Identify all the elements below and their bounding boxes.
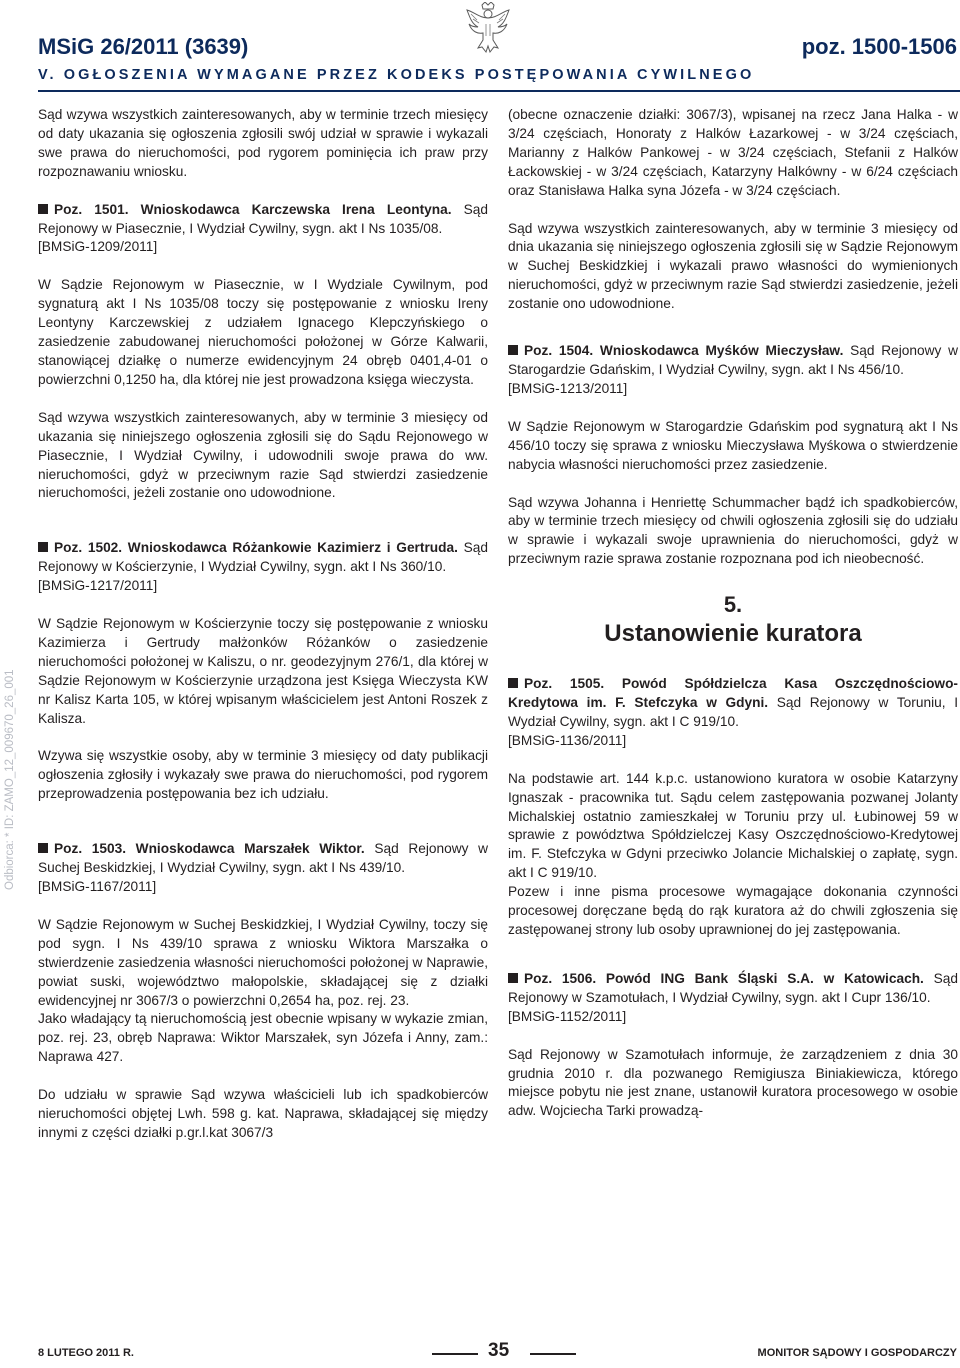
entry-1503-heading: Poz. 1503. Wnioskodawca Marszałek Wiktor. bbox=[54, 841, 365, 857]
bullet-square-icon bbox=[38, 843, 48, 853]
entry-1501-court: Sąd Rejonowy w Piasecznie, I Wydział Cywilny, sygn. akt I Ns 1035/08. bbox=[38, 201, 488, 236]
bullet-square-icon bbox=[508, 973, 518, 983]
entry-1504-summons: Sąd wzywa Johanna i Henriettę Schummacher bądź ich spadkobierców, aby w terminie trzech miesięcy od chwili ogłoszenia zgłosili się do udziału w sprawie i wykazali swoje uprawnienia do nieruchomości, gdyż w przeciwnym razie sprawa zostanie rozpoznana pod ich nieobecność. bbox=[508, 494, 958, 567]
recipient-id-watermark: Odbiorca: * ID: ZAMO_12_009670_26_001 bbox=[4, 669, 16, 890]
right-column bbox=[508, 106, 958, 1121]
entry-1506-court: Sąd Rejonowy w Szamotułach, I Wydział Cywilny, sygn. akt I Cupr 136/10. bbox=[508, 970, 958, 1005]
entry-1506-heading: Poz. 1506. Powód ING Bank Śląski S.A. w Katowicach. bbox=[524, 970, 924, 986]
intro-paragraph: Sąd wzywa wszystkich zainteresowanych, aby w terminie trzech miesięcy od daty ukazania się ogłoszenia zgłosili swój udział w sprawie i wykazali swe prawa do nieruchomości, pod rygorem pominięcia ich praw przy rozpoznawaniu wniosku. bbox=[38, 107, 488, 179]
bullet-square-icon bbox=[38, 542, 48, 552]
entry-1505-court: Sąd Rejonowy w Toruniu, I Wydział Cywilny, sygn. akt I C 919/10. bbox=[508, 695, 958, 729]
entry-1502-court: Sąd Rejonowy w Kościerzynie, I Wydział Cywilny, sygn. akt I Ns 360/10. bbox=[38, 540, 488, 575]
entry-1505-heading: Poz. 1505. Powód Spółdzielcza Kasa Oszczędnościowo-Kredytowa im. F. Stefczyka w Gdyni. bbox=[508, 676, 958, 711]
entry-1506 bbox=[508, 970, 958, 1027]
entry-1501-heading: Poz. 1501. Wnioskodawca Karczewska Irena Leontyna. bbox=[54, 201, 452, 217]
header-divider bbox=[38, 90, 960, 92]
section-number: 5. bbox=[723, 592, 743, 618]
entry-1505-notice: Pozew i inne pisma procesowe wymagające dokonania czynności procesowej doręczane będą do rąk kuratora aż do chwili zgłoszenia się zastępowanej strony lub osoby uprawnionej do jej zastępowania. bbox=[508, 884, 958, 937]
entry-1502-summons: Wzywa się wszystkie osoby, aby w terminie 3 miesięcy od daty publikacji ogłoszenia zgłosiły i wykazały swe prawa do nieruchomości, pod rygorem przeprowadzenia postępowania bez ich udziału. bbox=[38, 748, 488, 802]
issue-date: 8 LUTEGO 2011 R. bbox=[38, 1347, 134, 1359]
entry-1501-ref: [BMSiG-1209/2011] bbox=[38, 239, 158, 255]
bullet-square-icon bbox=[38, 204, 48, 214]
entry-1503-summons: Do udziału w sprawie Sąd wzywa właścicieli lub ich spadkobierców nieruchomości objętej Lwh. 598 g. kat. Naprawa, składającej się między innymi z części działki p.gr.l.kat 3067/3 bbox=[38, 1087, 488, 1140]
polish-eagle-emblem-icon bbox=[466, 2, 510, 54]
page-positions-range: poz. 1500-1506 bbox=[801, 34, 957, 59]
bullet-square-icon bbox=[508, 345, 518, 355]
page-number-rule-left bbox=[432, 1353, 478, 1355]
entry-1503-body: W Sądzie Rejonowym w Suchej Beskidzkiej, I Wydział Cywilny, toczy się pod sygn. I Ns 439/10 sprawa z wniosku Wiktora Marszałka o stwierdzenie zasiedzenia własności nieruchomości położonej w Naprawie, powiat suski, województwo małopolskie, składającej się z działki ewidencyjnej nr 3067/3 o powierzchni 0,2654 ha, poz. rej. 23. bbox=[38, 916, 488, 1008]
entry-1502-ref: [BMSiG-1217/2011] bbox=[38, 578, 158, 594]
entry-1503-header bbox=[38, 840, 488, 878]
entry-1506-ref: [BMSiG-1152/2011] bbox=[508, 1008, 627, 1024]
entry-1503-ref: [BMSiG-1167/2011] bbox=[38, 879, 157, 894]
entry-1506-header bbox=[508, 970, 958, 1008]
entry-1501-header bbox=[38, 201, 488, 239]
entry-1502-heading: Poz. 1502. Wnioskodawca Różankowie Kazimierz i Gertruda. bbox=[54, 540, 458, 556]
entry-1505-body: Na podstawie art. 144 k.p.c. ustanowiono kuratora w osobie Katarzyny Ignaszak - pracownika tut. Sądu celem zastępowania pozwanej Jolanty Michalskiej ostatnio zamieszkałej w Toruniu przy ul. Łubinowej 59 w sprawie z powództwa Spółdzielczej Kasy Oszczędnościowo-Kredytowej im. F. Stefczyka w Gdyni przeciwko Jolancie Michalskiej o zapłatę, sygn. akt I C 919/10. bbox=[508, 770, 958, 881]
left-column bbox=[38, 106, 488, 1143]
entry-1504-header bbox=[508, 342, 958, 380]
bullet-square-icon bbox=[508, 678, 518, 688]
page-number: 35 bbox=[488, 1340, 510, 1361]
page-number-rule-right bbox=[530, 1353, 576, 1355]
section-heading: V. OGŁOSZENIA WYMAGANE PRZEZ KODEKS POSTĘPOWANIA CYWILNEGO bbox=[38, 67, 755, 83]
entry-1505 bbox=[508, 675, 958, 751]
entry-1504-body: W Sądzie Rejonowym w Starogardzie Gdańskim pod sygnaturą akt I Ns 456/10 toczy się sprawa z wniosku Mieczysława Myśkowa o stwierdzenie nabycia własności nieruchomości przez zasiedzenie. bbox=[508, 418, 958, 472]
entry-1503-call: Sąd wzywa wszystkich zainteresowanych, aby w terminie 3 miesięcy od dnia ukazania się niniejszego ogłoszenia zgłosili się w Sądzie Rejonowym w Suchej Beskidzkiej i wykazali prawo własności do wymienionych nieruchomości, gdyż w przeciwnym razie Sąd stwierdzi zasiedzenie, jeżeli zostanie ono udowodnione. bbox=[508, 220, 958, 312]
entry-1504-ref: [BMSiG-1213/2011] bbox=[508, 380, 628, 396]
entry-1501-summons: Sąd wzywa wszystkich zainteresowanych, aby w terminie 3 miesięcy od ukazania się niniejszego ogłoszenia zgłosili się do Sądu Rejonowego w Piasecznie, I Wydział Cywilny, i udowodnili swoje prawa do ww. nieruchomości, gdyż w przeciwnym razie Sąd stwierdzi zasiedzenie nieruchomości, jeżeli zostanie ono udowodnione. bbox=[38, 409, 488, 501]
entry-1505-ref: [BMSiG-1136/2011] bbox=[508, 732, 627, 748]
entry-1503 bbox=[38, 840, 488, 897]
entry-1501-body: W Sądzie Rejonowym w Piasecznie, w I Wydziale Cywilnym, pod sygnaturą akt I Ns 1035/08 toczy się postępowanie z wniosku Ireny Leontyny Karczewskiej z udziałem Ignacego Klepczyńskiego o zasiedzenie zabudowanej nieruchomości położonej w Górze Kalwarii, stanowiącej działkę o numerze ewidencyjnym 24 obręb 0401,4-01 o powierzchni 0,1250 ha, dla której nie jest prowadzona księga wieczysta. bbox=[38, 277, 488, 387]
entry-1503-court: Sąd Rejonowy w Suchej Beskidzkiej, I Wydział Cywilny, sygn. akt I Ns 439/10. bbox=[38, 841, 488, 876]
entry-1506-body: Sąd Rejonowy w Szamotułach informuje, że zarządzeniem z dnia 30 grudnia 2010 r. dla pozwanego Remigiusza Biniakiewicza, którego miejsce pobytu nie jest znane, ustanowił kuratora procesowego w osobie adw. Wojciecha Tarki prowadzą- bbox=[508, 1046, 958, 1119]
section-title: Ustanowienie kuratora bbox=[604, 620, 862, 648]
entry-1502-body: W Sądzie Rejonowym w Kościerzynie toczy się postępowanie z wniosku Kazimierza i Gertrudy małżonków Różanków o zasiedzenie nieruchomości położonej w Kaliszu, o nr. geodezyjnym 276/1, dla której w Sądzie Rejonowym w Kościerzynie urządzona jest Księga Wieczysta KW nr Kalisz Karta 105, w której wpisanym właścicielem jest Antoni Roszek z Kalisza. bbox=[38, 616, 488, 726]
entry-1503-continuation: (obecne oznaczenie działki: 3067/3), wpisanej na rzecz Jana Halka - w 3/24 częściach, Honoraty z Halków Łazarkowej - w 3/24 częściach, Marianny z Halków Pankowej - w 3/24 częściach, Stefanii z Halków Łackowskiej - w 3/24 częściach, Katarzyny Halkówny - w 6/24 częściach oraz Stanisława Halka syna Józefa - w 3/24 częściach. bbox=[508, 107, 958, 198]
entry-1504 bbox=[508, 342, 958, 399]
journal-issue-title: MSiG 26/2011 (3639) bbox=[38, 34, 249, 59]
publication-name: MONITOR SĄDOWY I GOSPODARCZY bbox=[757, 1347, 957, 1359]
entry-1504-court: Sąd Rejonowy w Starogardzie Gdańskim, I Wydział Cywilny, sygn. akt I Ns 456/10. bbox=[508, 343, 959, 377]
entry-1502 bbox=[38, 539, 488, 596]
entry-1501 bbox=[38, 201, 488, 258]
entry-1504-heading: Poz. 1504. Wnioskodawca Myśków Mieczysław. bbox=[524, 343, 844, 359]
entry-1505-header bbox=[508, 675, 958, 732]
entry-1502-header bbox=[38, 539, 488, 577]
entry-1503-owner: Jako władający tą nieruchomością jest obecnie wpisany w wykazie zmian, poz. rej. 23, obręb Naprawa: Wiktor Marszałek, syn Józefa i Anny, zam.: Naprawa 427. bbox=[38, 1011, 488, 1065]
